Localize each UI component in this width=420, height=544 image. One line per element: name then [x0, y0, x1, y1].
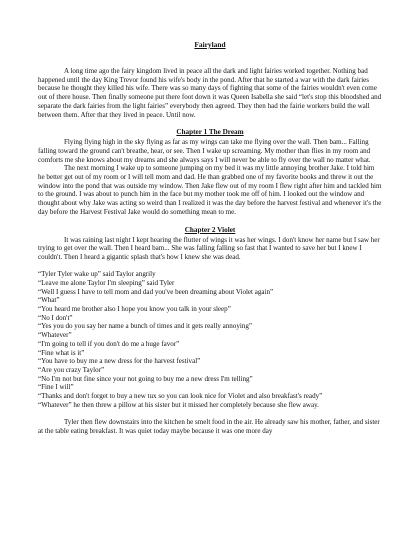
dialogue-line: “You have to buy me a new dress for the harvest festival”	[38, 357, 201, 366]
dialogue-line: “Fine I will”	[38, 383, 74, 392]
paragraph-gap	[38, 410, 382, 419]
chapter-2-paragraph-1: It was raining last night I kept hearing the flutter of wings it was her wings. I don't know her name but I saw her trying to get over the wall. Then I heard bam... She was falling falling so fast that I wanted to save her but I knew I couldn't. Then I heard a gigantic splash that's how I knew she was dead.	[38, 235, 380, 261]
dialogue-line: “Thanks and don't forget to buy a new tux so you can look nice for Violet and also breakfast's ready”	[38, 392, 323, 401]
chapter-1-heading: Chapter 1 The Dream	[176, 128, 244, 137]
chapter-2-paragraph-2: Tyler then flew downstairs into the kitchen he smelt food in the air. He already saw his mother, father, and sister at the table eating breakfast. It was quiet today maybe because it was one more day	[38, 418, 380, 435]
dialogue-block	[38, 270, 382, 409]
paragraph-gap	[38, 262, 382, 271]
dialogue-line: “No I'm not but fine since your not going to buy me a new dress I'm telling”	[38, 374, 253, 383]
dialogue-line: “Tyler Tyler wake up” said Taylor angrily	[38, 270, 156, 279]
dialogue-line: “No I don't”	[38, 313, 73, 322]
dialogue-line: “You heard me brother also I hope you know you talk in your sleep”	[38, 305, 231, 314]
dialogue-line: “Fine what is it”	[38, 348, 85, 357]
story-title: Fairyland	[194, 40, 226, 49]
dialogue-line: “I'm going to tell if you don't do me a huge favor”	[38, 339, 180, 348]
dialogue-line: “Leave me alone Taylor I'm sleeping” said Tyler	[38, 278, 175, 287]
dialogue-line: “Are you crazy Taylor”	[38, 365, 105, 374]
chapter-1-paragraph-1: Flying flying high in the sky flying as far as my wings can take me flying over the wall. Then bam... Falling falling toward the ground can't breathe, hear, or see. Then I wake up screaming. My mother than flies in my room and comforts me she knows about my dreams and she always says I will never be able to fly over the wall no matter what.	[38, 138, 371, 164]
dialogue-line: “Whatever”	[38, 331, 72, 340]
dialogue-line: “Yes you do you say her name a bunch of times and it gets really annoying”	[38, 322, 252, 331]
dialogue-line: “Well I guess I have to tell mom and dad you've been dreaming about Violet again”	[38, 287, 274, 296]
chapter-2-heading: Chapter 2 Violet	[184, 225, 236, 234]
intro-paragraph: A long time ago the fairy kingdom lived in peace all the dark and light fairies worked together. Nothing bad happened until the day King Trevor found his wife's body in the pond. After that he started a war with the dark fairies because he thought they killed his wife. There was so many days of fighting that some of the fairies wouldn't even come out of there house. Then finally someone put there foot down it was Queen Isabella she said “let's stop this bloodshed and separate the dark fairies from the light fairies” everybody then agreed. They then had the fairie workers build the wall between them. After that they lived in peace. Until now.	[38, 67, 382, 119]
dialogue-line: “What”	[38, 296, 60, 305]
chapter-1-paragraph-2: The next morning I wake up to someone jumping on my bed it was my little annoying brother Jake. I told him he better get out of my room or I will tell mom and dad. He than grabbed one of my favorite books and threw it out the window into the pond that was outside my window. Then Jake flew out of my room I flew right after him and tackled him to the ground. I was about to punch him in the face but my mother took me off of him. I looked out the window and thought about why Jake was acting so weird than I realized it was the day before the harvest festival and whenever it's the day before the Harvest Festival Jake would do something mean to me.	[38, 164, 382, 216]
dialogue-line: “Whatever” he then threw a pillow at his sister but it missed her completely because she flew away.	[38, 400, 319, 409]
